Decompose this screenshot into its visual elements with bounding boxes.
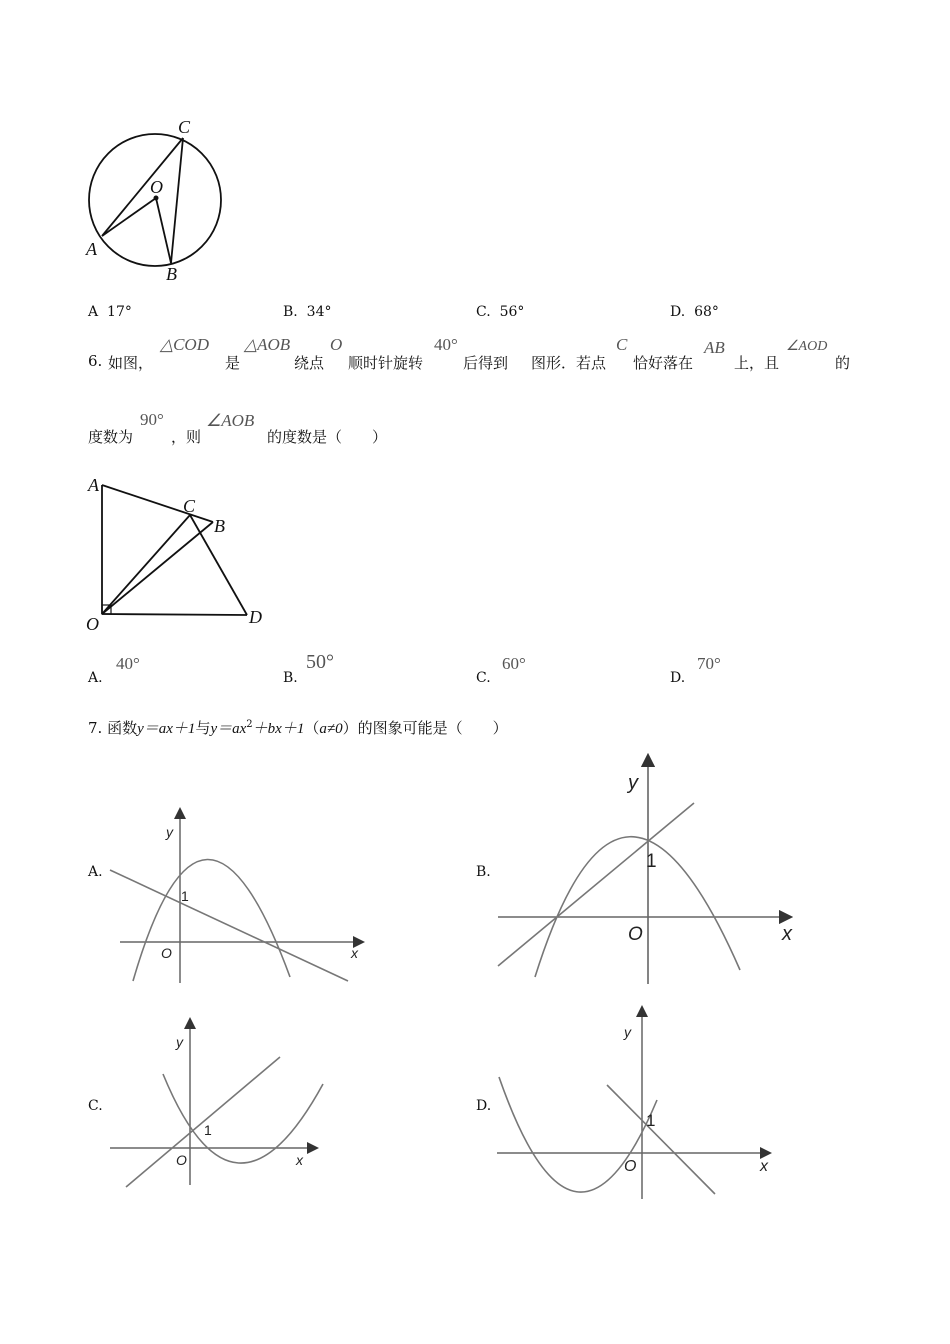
q6-math-90: 90° xyxy=(140,410,164,429)
q6-label-c: C xyxy=(183,496,196,516)
q7a-parabola xyxy=(133,859,290,981)
q5-option-c-value: 56° xyxy=(499,304,525,320)
q7-stem xyxy=(88,717,508,738)
q7b-label-o: O xyxy=(628,924,643,945)
q7d-line xyxy=(607,1085,715,1194)
q5-option-a-value: 17° xyxy=(107,304,132,320)
q7-graph-d[interactable] xyxy=(497,1005,779,1205)
q5-option-c[interactable] xyxy=(476,304,524,320)
q7-text-2: 与 xyxy=(195,719,211,737)
q7d-label-o: O xyxy=(624,1158,637,1175)
q7b-parabola xyxy=(535,837,740,977)
q6-text-5: 后得到 xyxy=(463,354,509,372)
q6-text-9: 的 xyxy=(835,354,851,372)
q7a-line xyxy=(110,870,348,981)
q6-text-11: ，则 xyxy=(171,428,202,446)
q6-math-o: O xyxy=(330,335,343,354)
q6-number: 6. xyxy=(88,352,103,370)
q7b-label-x: x xyxy=(782,923,792,945)
q6-text-7: 恰好落在 xyxy=(633,354,694,372)
q6-math-angle-aob: ∠AOB xyxy=(206,411,255,430)
q6-text-6: 图形．若点 xyxy=(531,354,607,372)
q7-condition: a≠0 xyxy=(319,721,343,737)
q5-option-a-letter: A xyxy=(88,304,99,320)
q5-chord-ac xyxy=(102,138,183,236)
q6-math-c: C xyxy=(616,335,628,354)
q5-label-c: C xyxy=(178,117,191,137)
q7-graph-c[interactable] xyxy=(108,1017,328,1192)
q5-option-d-letter: D. xyxy=(670,304,686,320)
q7-option-d-letter[interactable]: D. xyxy=(476,1098,492,1114)
q7c-label-one: 1 xyxy=(204,1122,212,1138)
q5-option-d-value: 68° xyxy=(694,304,719,320)
q5-option-d[interactable] xyxy=(670,304,719,320)
q5-option-b[interactable] xyxy=(283,304,331,320)
q7-text-1: 函数 xyxy=(107,719,138,737)
q7c-label-o: O xyxy=(176,1152,187,1168)
q7a-label-one: 1 xyxy=(181,888,189,904)
q6-label-d: D xyxy=(249,607,262,627)
q6-side-ob xyxy=(102,522,213,614)
q7-option-c-letter[interactable]: C. xyxy=(88,1098,103,1114)
q6-math-ab: AB xyxy=(704,338,725,357)
q7d-label-y: y xyxy=(624,1024,631,1040)
q7-cond-open: （ xyxy=(304,719,320,737)
q6-label-o: O xyxy=(86,614,99,634)
q7b-label-one: 1 xyxy=(646,851,657,872)
q6-option-d-value: 70° xyxy=(697,654,721,673)
q7d-label-x: x xyxy=(760,1158,768,1175)
q6-math-aod: ∠AOD xyxy=(786,339,828,354)
q6-option-a-letter[interactable]: A. xyxy=(88,670,103,686)
q6-option-b-letter[interactable]: B. xyxy=(283,670,298,686)
q7-formula-linear: y＝ax＋1 xyxy=(137,721,196,737)
q7-option-b-letter[interactable]: B. xyxy=(476,864,491,880)
q5-option-a[interactable] xyxy=(88,304,132,320)
q7b-line xyxy=(498,803,694,966)
q6-option-a-value: 40° xyxy=(116,654,140,673)
q7c-label-y: y xyxy=(176,1034,183,1050)
q7c-line xyxy=(126,1057,280,1187)
q6-math-aob: △AOB xyxy=(244,335,291,354)
q7d-label-one: 1 xyxy=(646,1111,656,1130)
q6-side-oc xyxy=(102,515,190,614)
q7-cond-close: ） xyxy=(342,719,358,737)
q7b-label-y: y xyxy=(628,772,638,794)
q6-text-1: 如图， xyxy=(108,354,154,372)
q7a-label-o: O xyxy=(161,945,172,961)
q5-circle-figure xyxy=(80,115,240,285)
q5-option-c-letter: C. xyxy=(476,304,491,320)
q6-text-12: 的度数是（ ） xyxy=(267,428,388,446)
q7c-label-x: x xyxy=(296,1152,303,1168)
q6-math-cod: △COD xyxy=(160,335,209,354)
q7-formula-sup: 2 xyxy=(246,719,253,730)
q6-option-c-letter[interactable]: C. xyxy=(476,670,491,686)
q7a-label-x: x xyxy=(351,945,358,961)
q7-graph-b[interactable] xyxy=(498,752,803,987)
q7-number: 7. xyxy=(88,719,103,737)
q5-label-b: B xyxy=(166,264,177,284)
q6-text-3: 绕点 xyxy=(294,354,325,372)
q6-option-c-value: 60° xyxy=(502,654,526,673)
q6-label-b: B xyxy=(214,516,225,536)
q6-text-10: 度数为 xyxy=(88,428,134,446)
q5-label-a: A xyxy=(86,239,97,259)
q6-text-8: 上，且 xyxy=(734,354,780,372)
q7-formula-quad-b: ＋bx＋1 xyxy=(252,721,305,737)
q5-radius-ob xyxy=(156,198,171,263)
q7-formula-quad-a: y＝ax xyxy=(210,721,247,737)
q7-graph-a[interactable] xyxy=(105,805,370,990)
q5-label-o: O xyxy=(150,177,163,197)
q6-side-ab xyxy=(102,485,213,522)
q6-text-4: 顺时针旋转 xyxy=(348,354,424,372)
q7a-label-y: y xyxy=(166,824,173,840)
q6-math-40: 40° xyxy=(434,335,458,354)
q6-label-a: A xyxy=(88,475,99,495)
q6-option-d-letter[interactable]: D. xyxy=(670,670,686,686)
q6-rotation-figure xyxy=(82,472,282,637)
q6-side-od xyxy=(102,614,247,615)
q7-text-3: 的图象可能是（ ） xyxy=(357,719,508,737)
q7-option-a-letter[interactable]: A. xyxy=(88,864,103,880)
q6-option-b-value: 50° xyxy=(306,651,334,673)
q6-text-2: 是 xyxy=(225,354,241,372)
q5-chord-cb xyxy=(171,138,183,263)
q5-option-b-value: 34° xyxy=(306,304,332,320)
q5-option-b-letter: B. xyxy=(283,304,298,320)
